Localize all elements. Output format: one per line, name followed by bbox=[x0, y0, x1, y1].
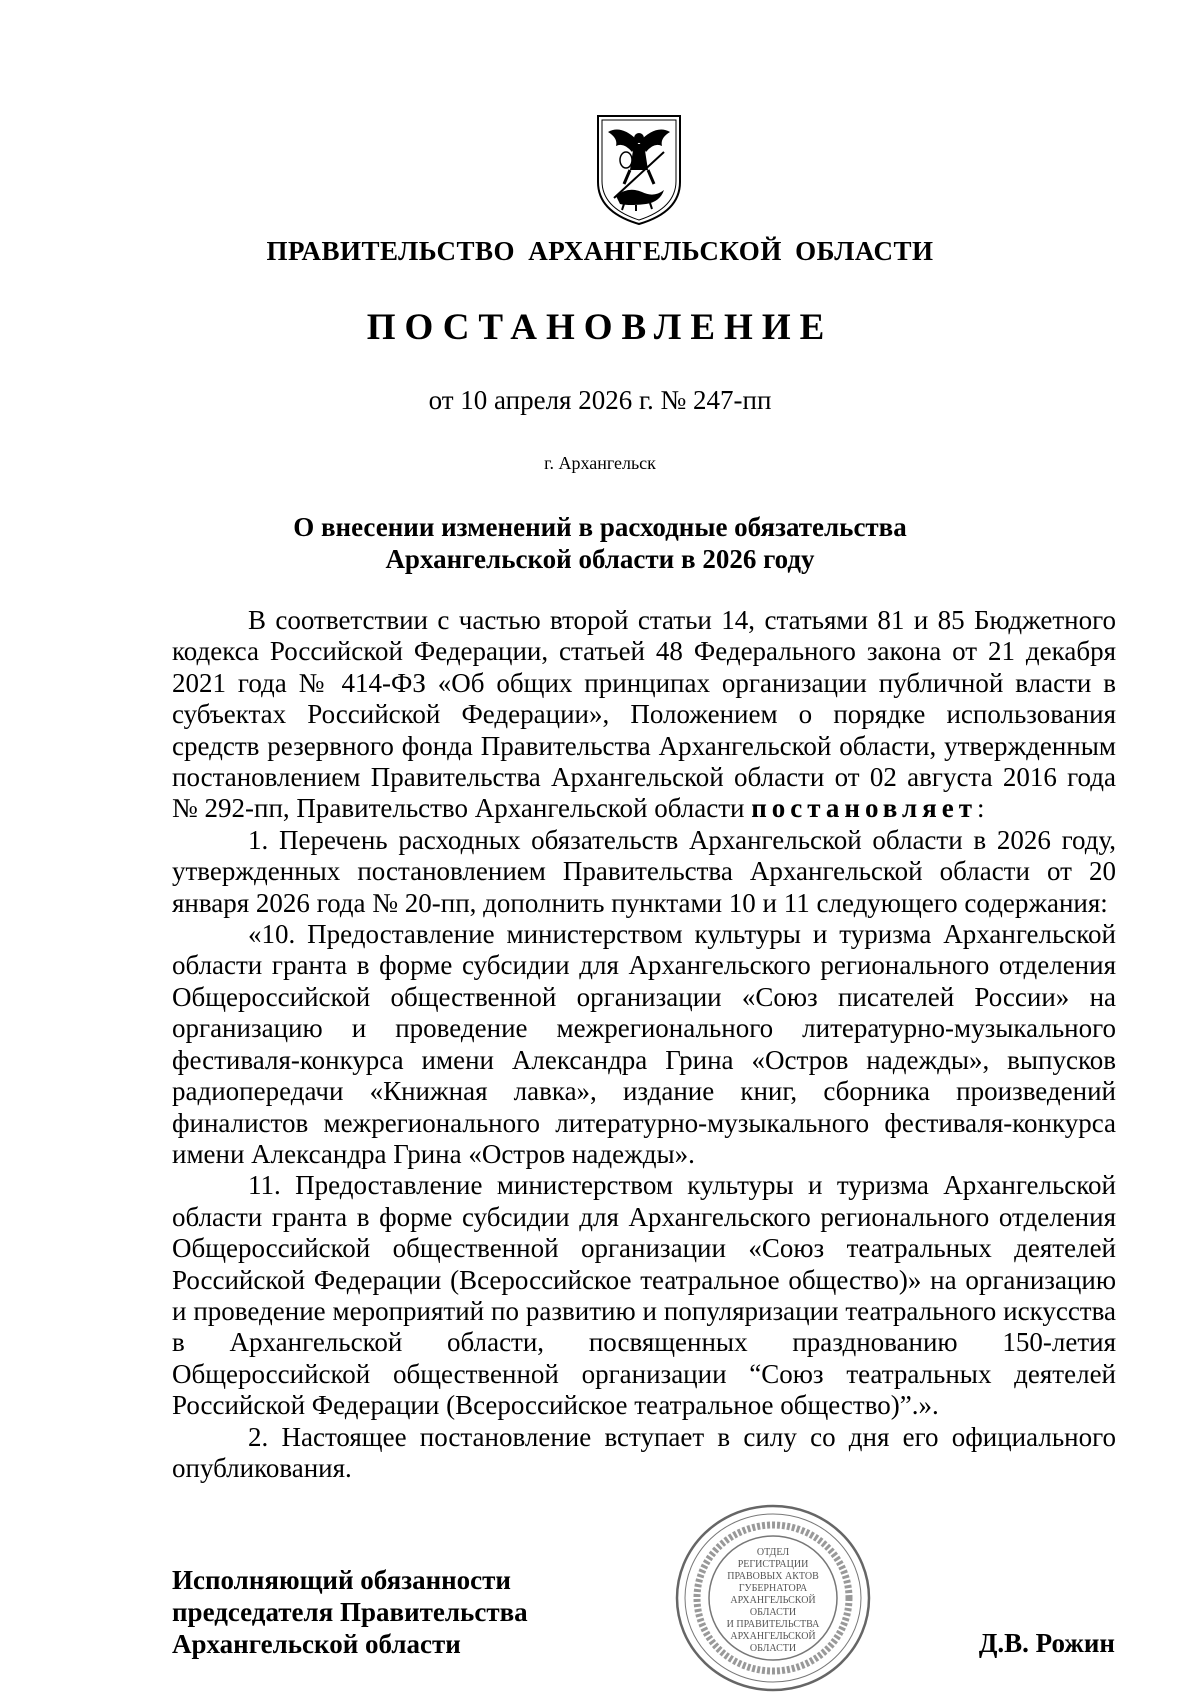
signatory-title-line-1: Исполняющий обязанности bbox=[172, 1565, 511, 1595]
city-name: г. Архангельск bbox=[544, 453, 656, 473]
signatory-title-line-2: председателя Правительства bbox=[172, 1597, 528, 1627]
government-name: ПРАВИТЕЛЬСТВО АРХАНГЕЛЬСКОЙ ОБЛАСТИ bbox=[266, 236, 934, 266]
date-and-number: от 10 апреля 2026 г. № 247-пп bbox=[428, 385, 772, 415]
document-body bbox=[172, 605, 1116, 1484]
stamp-line: ГУБЕРНАТОРА bbox=[738, 1583, 808, 1594]
stamp-line: РЕГИСТРАЦИИ bbox=[737, 1559, 809, 1570]
stamp-line: АРХАНГЕЛЬСКОЙ bbox=[730, 1631, 816, 1642]
stamp-line: ПРАВОВЫХ АКТОВ bbox=[727, 1571, 819, 1582]
arkhangelsk-coat-of-arms-icon bbox=[594, 112, 684, 228]
preamble-paragraph bbox=[172, 605, 1116, 825]
subject-line-1: О внесении изменений в расходные обязательства bbox=[293, 512, 907, 542]
item-10-paragraph: «10. Предоставление министерством культуры и туризма Архангельской области гранта в форме субсидии для Архангельского регионального отделения Общероссийской общественной организации «Союз писателей России» на организацию и проведение межрегионального литературно-музыкального фестиваля-конкурса имени Александра Грина «Остров надежды», выпусков радиопередачи «Книжная лавка», издание книг, сборника произведений финалистов межрегионального литературно-музыкального фестиваля-конкурса имени Александра Грина «Остров надежды». bbox=[172, 919, 1116, 1169]
signatory-title-line-3: Архангельской области bbox=[172, 1629, 461, 1659]
decree-word: постановляет bbox=[751, 793, 977, 824]
stamp-line: ОБЛАСТИ bbox=[749, 1643, 797, 1654]
item-2-paragraph: 2. Настоящее постановление вступает в силу со дня его официального опубликования. bbox=[172, 1421, 1116, 1483]
subject-line-2: Архангельской области в 2026 году bbox=[385, 544, 815, 574]
document-type: ПОСТАНОВЛЕНИЕ bbox=[366, 307, 834, 348]
stamp-line: ОТДЕЛ bbox=[756, 1547, 790, 1558]
stamp-line: ОБЛАСТИ bbox=[749, 1607, 797, 1618]
signatory-name: Д.В. Рожин bbox=[978, 1628, 1115, 1658]
document-subject bbox=[0, 511, 1200, 575]
item-11-paragraph: 11. Предоставление министерством культуры и туризма Архангельской области гранта в форме субсидии для Архангельского регионального отделения Общероссийской общественной организации «Союз театральных деятелей Российской Федерации (Всероссийское театральное общество)» на организацию и проведение мероприятий по развитию и популяризации театрального искусства в Архангельской области, посвященных празднованию 150-летия Общероссийской общественной организации “Союз театральных деятелей Российской Федерации (Всероссийское театральное общество)”.». bbox=[172, 1170, 1116, 1421]
signatory-title bbox=[172, 1564, 528, 1660]
stamp-inner-text bbox=[727, 1547, 821, 1654]
stamp-line: И ПРАВИТЕЛЬСТВА bbox=[726, 1619, 820, 1630]
item-1-paragraph: 1. Перечень расходных обязательств Архангельской области в 2026 году, утвержденных постановлением Правительства Архангельской области от 20 января 2026 года № 20-пп, дополнить пунктами 10 и 11 следующего содержания: bbox=[172, 824, 1116, 918]
official-stamp bbox=[668, 1500, 878, 1697]
decree-suffix: : bbox=[977, 793, 985, 824]
preamble-text: В соответствии с частью второй статьи 14, статьями 81 и 85 Бюджетного кодекса Российской Федерации, статьей 48 Федерального закона от 21 декабря 2021 года № 414-ФЗ «Об общих принципах организации публичной власти в субъектах Российской Федерации», Положением о порядке использования средств резервного фонда Правительства Архангельской области, утвержденным постановлением Правительства Архангельской области от 02 августа 2016 года № 292-пп, Правительство Архангельской области bbox=[172, 605, 1116, 824]
stamp-line: АРХАНГЕЛЬСКОЙ bbox=[730, 1595, 816, 1606]
